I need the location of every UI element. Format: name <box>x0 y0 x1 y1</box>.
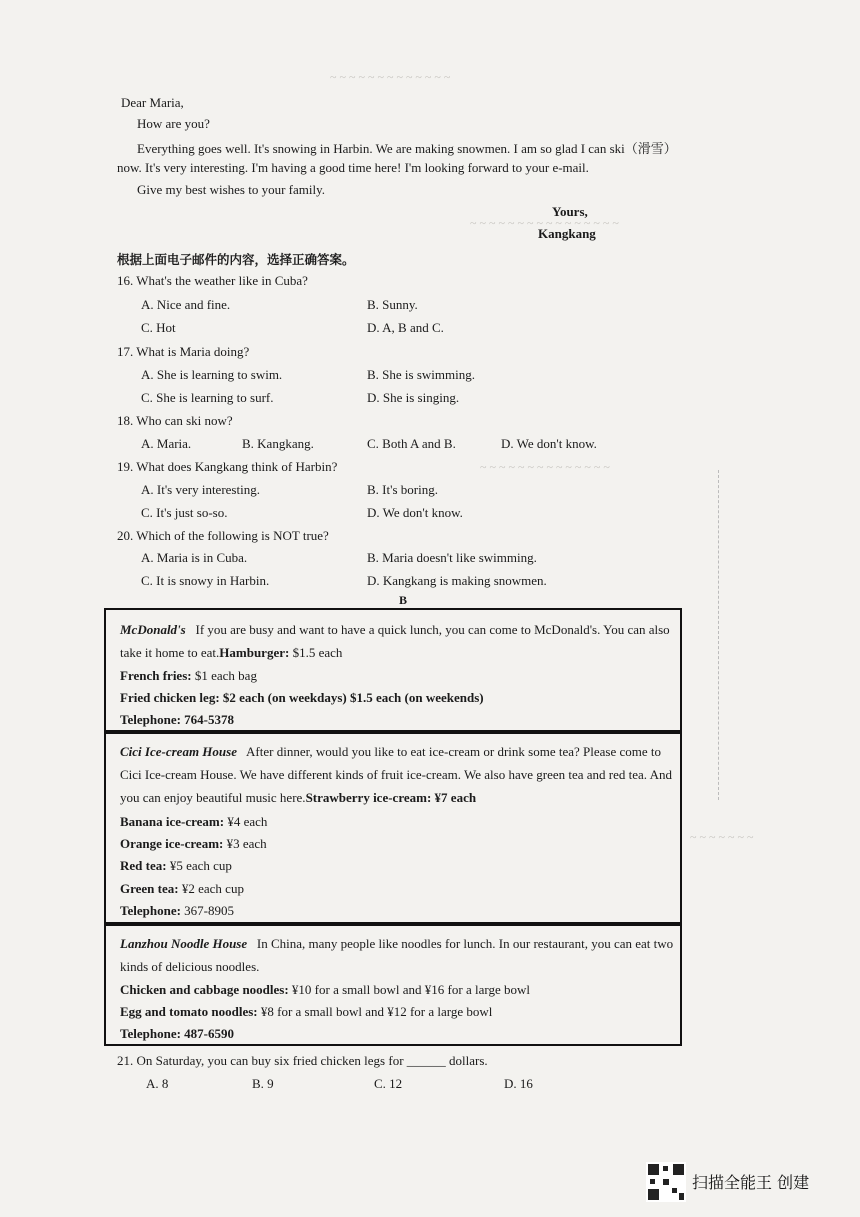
option-b: B. She is swimming. <box>367 367 475 382</box>
chicken-label: Fried chicken leg: <box>120 690 220 705</box>
mcdonalds-intro: If you are busy and want to have a quick lunch, you can come to McDonald's. You can also <box>195 622 670 637</box>
telephone-number: 487-6590 <box>184 1026 235 1041</box>
option-d: D. A, B and C. <box>367 320 444 335</box>
bleed-through-text: ~ ~ ~ ~ ~ ~ ~ ~ ~ ~ ~ ~ ~ ~ ~ ~ <box>470 216 619 230</box>
cici-name: Cici Ice-cream House <box>120 744 237 759</box>
option-d: D. 16 <box>504 1076 533 1091</box>
option-c: C. 12 <box>374 1076 403 1091</box>
question-text: 20. Which of the following is NOT true? <box>117 528 329 543</box>
email-line: How are you? <box>137 116 210 131</box>
option-c: C. Both A and B. <box>367 436 456 451</box>
orange-price: ¥3 each <box>226 836 267 851</box>
fries-label: French fries: <box>120 668 192 683</box>
cici-ad-box <box>104 732 682 924</box>
cici-intro2: Cici Ice-cream House. We have different kinds of fruit ice-cream. We also have green tea and red tea. And <box>120 767 672 782</box>
question-text: 19. What does Kangkang think of Harbin? <box>117 459 338 474</box>
question-text: 18. Who can ski now? <box>117 413 233 428</box>
chicken-cabbage-price: ¥10 for a small bowl and ¥16 for a large bowl <box>291 982 530 997</box>
telephone-label: Telephone: <box>120 712 181 727</box>
option-a: A. Maria is in Cuba. <box>141 550 248 565</box>
red-tea-label: Red tea: <box>120 858 167 873</box>
hamburger-label: Hamburger: <box>219 645 290 660</box>
option-a: A. She is learning to swim. <box>141 367 283 382</box>
chicken-cabbage-label: Chicken and cabbage noodles: <box>120 982 289 997</box>
chicken-price: $2 each (on weekdays) $1.5 each (on weekends) <box>222 690 484 705</box>
option-c: C. It's just so-so. <box>141 505 228 520</box>
option-a: A. Maria. <box>141 436 192 451</box>
option-a: A. 8 <box>146 1076 169 1091</box>
question-text: 16. What's the weather like in Cuba? <box>117 273 308 288</box>
option-d: D. Kangkang is making snowmen. <box>367 573 547 588</box>
telephone-label: Telephone: <box>120 1026 181 1041</box>
bleed-through-border <box>700 470 719 800</box>
telephone-number: 367-8905 <box>184 903 235 918</box>
option-d: D. We don't know. <box>501 436 597 451</box>
option-d: D. We don't know. <box>367 505 463 520</box>
egg-tomato-price: ¥8 for a small bowl and ¥12 for a large bowl <box>260 1004 493 1019</box>
green-tea-price: ¥2 each cup <box>181 881 244 896</box>
telephone-number: 764-5378 <box>184 712 235 727</box>
orange-label: Orange ice-cream: <box>120 836 224 851</box>
mcdonalds-ad-box <box>104 608 682 732</box>
option-b: B. Sunny. <box>367 297 418 312</box>
bleed-through-text: ~ ~ ~ ~ ~ ~ ~ <box>690 830 754 844</box>
question-text: 21. On Saturday, you can buy six fried chicken legs for ______ dollars. <box>117 1053 488 1068</box>
option-b: B. 9 <box>252 1076 274 1091</box>
email-signature: Kangkang <box>538 226 596 241</box>
email-line: now. It's very interesting. I'm having a good time here! I'm looking forward to your e-mail. <box>117 160 589 175</box>
mcdonalds-intro2: take it home to eat. <box>120 645 220 660</box>
option-b: B. Maria doesn't like swimming. <box>367 550 537 565</box>
bleed-through-text: ~ ~ ~ ~ ~ ~ ~ ~ ~ ~ ~ ~ ~ ~ <box>480 460 610 474</box>
green-tea-label: Green tea: <box>120 881 179 896</box>
email-line: Everything goes well. It's snowing in Harbin. We are making snowmen. I am so glad I can ski（滑雪） <box>137 141 677 156</box>
option-b: B. Kangkang. <box>242 436 314 451</box>
option-c: C. It is snowy in Harbin. <box>141 573 270 588</box>
bleed-through-text: ~ ~ ~ ~ ~ ~ ~ ~ ~ ~ ~ ~ ~ <box>330 70 451 84</box>
email-greeting: Dear Maria, <box>121 95 184 110</box>
email-closing: Yours, <box>552 204 588 219</box>
strawberry-label: Strawberry ice-cream: <box>305 790 432 805</box>
banana-price: ¥4 each <box>227 814 268 829</box>
cici-intro: After dinner, would you like to eat ice-cream or drink some tea? Please come to <box>246 744 661 759</box>
instruction: 根据上面电子邮件的内容，选择正确答案。 <box>117 252 355 267</box>
red-tea-price: ¥5 each cup <box>169 858 232 873</box>
option-b: B. It's boring. <box>367 482 438 497</box>
section-label: B <box>399 593 408 607</box>
lanzhou-intro2: kinds of delicious noodles. <box>120 959 260 974</box>
lanzhou-ad-box <box>104 924 682 1046</box>
banana-label: Banana ice-cream: <box>120 814 225 829</box>
strawberry-price: ¥7 each <box>434 790 477 805</box>
cici-intro3: you can enjoy beautiful music here. <box>120 790 306 805</box>
email-line: Give my best wishes to your family. <box>137 182 325 197</box>
hamburger-price: $1.5 each <box>292 645 343 660</box>
option-a: A. Nice and fine. <box>141 297 231 312</box>
option-c: C. She is learning to surf. <box>141 390 274 405</box>
egg-tomato-label: Egg and tomato noodles: <box>120 1004 258 1019</box>
option-a: A. It's very interesting. <box>141 482 260 497</box>
telephone-label: Telephone: <box>120 903 181 918</box>
option-c: C. Hot <box>141 320 176 335</box>
option-d: D. She is singing. <box>367 390 460 405</box>
lanzhou-intro: In China, many people like noodles for lunch. In our restaurant, you can eat two <box>256 936 674 951</box>
lanzhou-name: Lanzhou Noodle House <box>120 936 248 951</box>
question-text: 17. What is Maria doing? <box>117 344 250 359</box>
scanner-brand-label: 扫描全能王 创建 <box>692 1173 810 1192</box>
qr-code-icon <box>646 1162 686 1202</box>
fries-price: $1 each bag <box>194 668 257 683</box>
mcdonalds-name: McDonald's <box>120 622 186 637</box>
